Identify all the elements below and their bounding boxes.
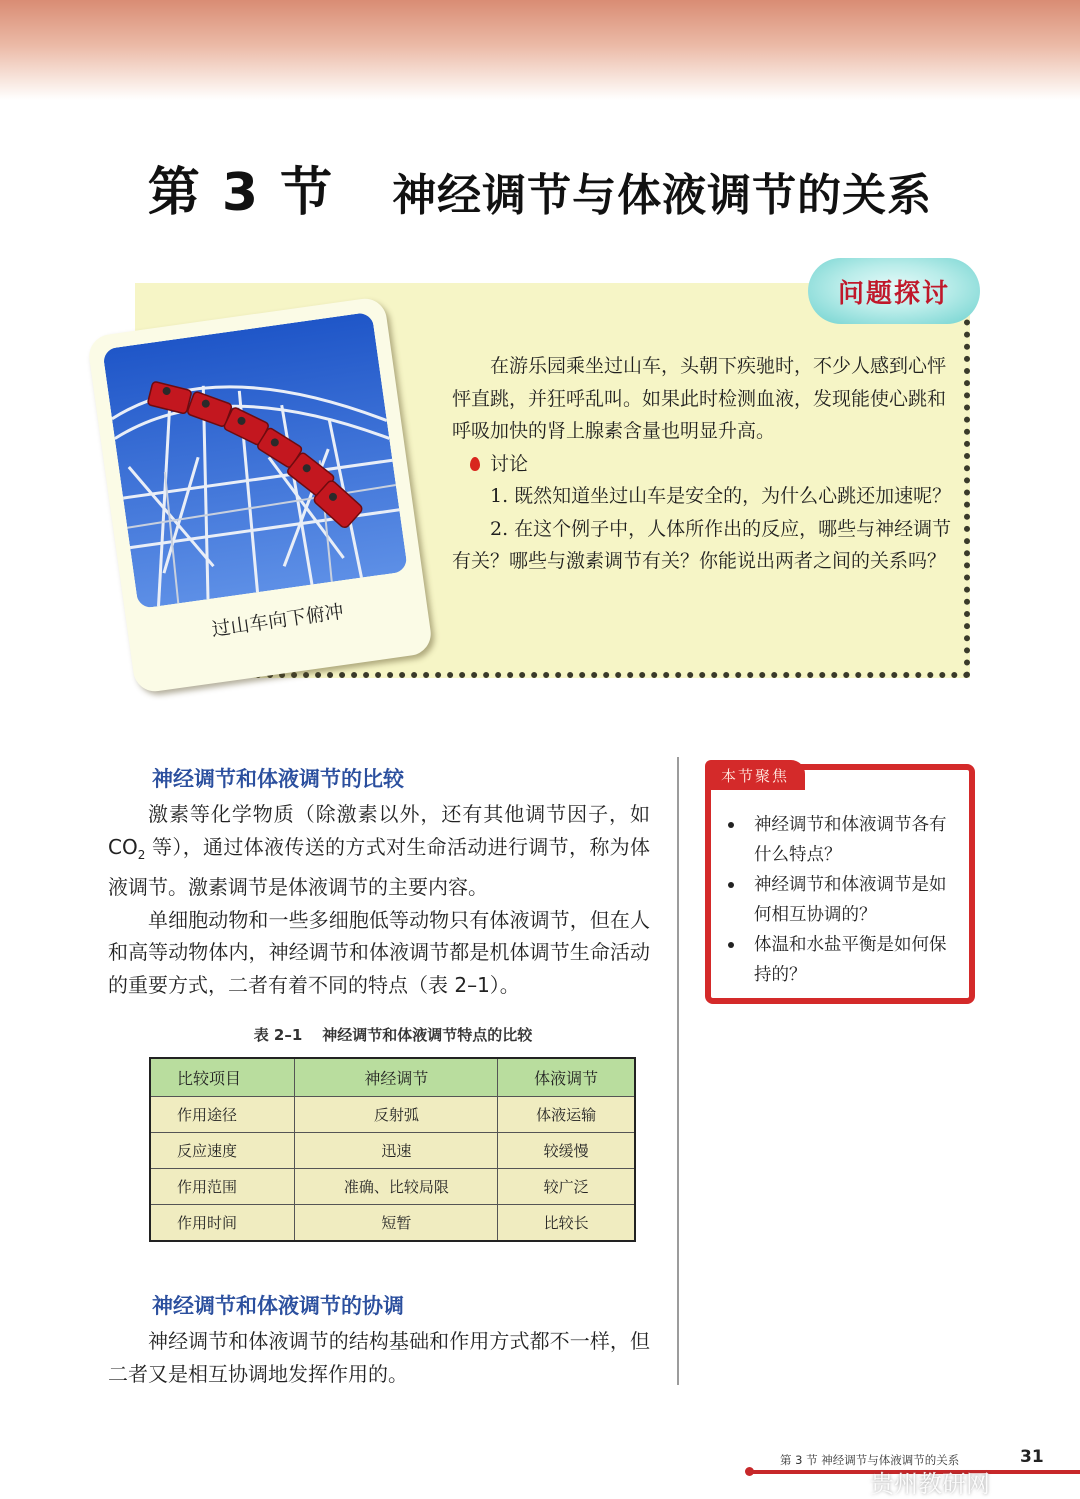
- table-cell: 作用途径: [150, 1097, 295, 1133]
- table-cell: 准确、比较局限: [295, 1169, 498, 1205]
- section-focus-list: [728, 810, 958, 990]
- section-focus-tab: [705, 760, 805, 790]
- section-focus-label: 本节聚焦: [720, 766, 789, 785]
- red-drop-icon: [470, 457, 480, 471]
- roller-coaster-photo: [102, 312, 408, 609]
- table-cell: 作用时间: [150, 1205, 295, 1242]
- discussion-label: 讨论: [470, 448, 952, 481]
- watermark: 贵州教研网: [870, 1470, 990, 1498]
- discussion-tag-label: 问题探讨: [837, 278, 950, 309]
- bullet-icon: [728, 942, 734, 948]
- table-cell: 比较长: [498, 1205, 635, 1242]
- paragraph-coordination: 神经调节和体液调节的结构基础和作用方式都不一样，但二者又是相互协调地发挥作用的。: [108, 1329, 650, 1386]
- top-color-band: [0, 0, 1080, 100]
- table-cell: 短暂: [295, 1205, 498, 1242]
- comparison-table: [149, 1057, 636, 1242]
- discussion-question-1: 1. 既然知道坐过山车是安全的，为什么心跳还加速呢？: [490, 485, 952, 507]
- list-item: 体温和水盐平衡是如何保持的？: [728, 930, 958, 990]
- list-item: 神经调节和体液调节各有什么特点？: [728, 810, 958, 870]
- photo-caption: 过山车向下俯冲: [210, 600, 346, 641]
- table-cell: 较广泛: [498, 1169, 635, 1205]
- table-cell: 迅速: [295, 1133, 498, 1169]
- table-cell: 作用范围: [150, 1169, 295, 1205]
- body-paragraphs-2: [108, 1325, 650, 1390]
- table-cell: 反应速度: [150, 1133, 295, 1169]
- column-divider: [677, 757, 679, 1385]
- bullet-icon: [728, 822, 734, 828]
- bullet-icon: [728, 882, 734, 888]
- paragraph-regulation-importance: 单细胞动物和一些多细胞低等动物只有体液调节，但在人和高等动物体内，神经调节和体液调节都是机体调节生命活动的重要方式，二者有着不同的特点（表 2–1）。: [108, 907, 650, 997]
- page-number: 31: [1020, 1447, 1044, 1467]
- table-cell: 体液运输: [498, 1097, 635, 1133]
- table-row: [150, 1205, 635, 1242]
- table-cell: 较缓慢: [498, 1133, 635, 1169]
- discussion-tag: [808, 258, 980, 324]
- discussion-intro: 在游乐园乘坐过山车，头朝下疾驰时，不少人感到心怦怦直跳，并狂呼乱叫。如果此时检测血液，发现能使心跳和呼吸加快的肾上腺素含量也明显升高。: [452, 355, 947, 442]
- table-row: [150, 1133, 635, 1169]
- discussion-question-2: 2. 在这个例子中，人体所作出的反应，哪些与神经调节有关？哪些与激素调节有关？你能说出两者之间的关系吗？: [452, 517, 952, 572]
- table-header-cell: 比较项目: [150, 1058, 295, 1097]
- list-item: 神经调节和体液调节是如何相互协调的？: [728, 870, 958, 930]
- table-header-cell: 体液调节: [498, 1058, 635, 1097]
- page-title: [0, 150, 1080, 225]
- table-caption: 表 2–1 神经调节和体液调节特点的比较: [253, 1026, 533, 1044]
- body-paragraphs-1: [108, 798, 650, 1001]
- table-cell: 反射弧: [295, 1097, 498, 1133]
- table-header-row: [150, 1058, 635, 1097]
- paragraph-humoral-definition: 激素等化学物质（除激素以外，还有其他调节因子，如 $CO_2$ 等），通过体液传送的方式对生命活动进行调节，称为体液调节。激素调节是体液调节的主要内容。: [108, 802, 650, 899]
- roller-coaster-image: [102, 312, 408, 609]
- section-title: 神经调节与体液调节的关系: [392, 170, 933, 221]
- roller-coaster-photo-card: [86, 296, 433, 694]
- running-footer-title: 第 3 节 神经调节与体液调节的关系: [780, 1453, 960, 1467]
- section-number: 第 3 节: [147, 163, 335, 223]
- heading-comparison: 神经调节和体液调节的比较: [152, 767, 404, 791]
- table-row: [150, 1169, 635, 1205]
- table-header-cell: 神经调节: [295, 1058, 498, 1097]
- table-row: [150, 1097, 635, 1133]
- discussion-text: [452, 350, 952, 578]
- heading-coordination: 神经调节和体液调节的协调: [152, 1294, 404, 1318]
